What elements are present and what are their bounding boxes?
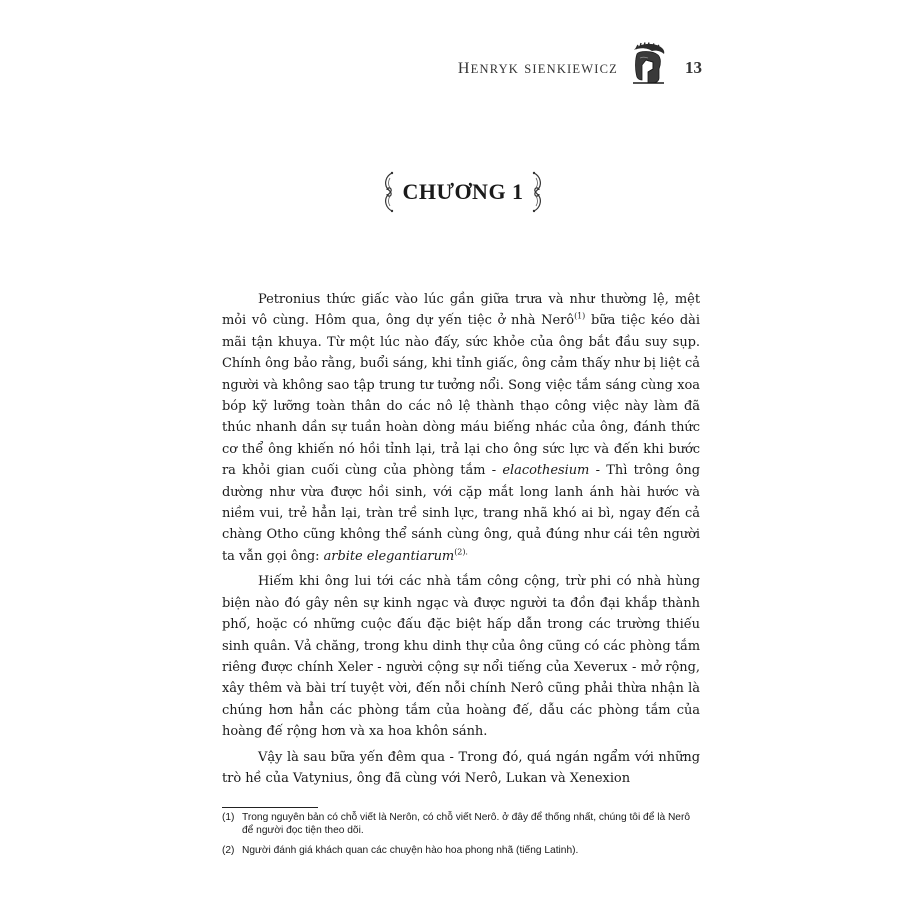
footnote-item — [222, 811, 700, 837]
running-header — [440, 56, 702, 88]
footnote-number: (2) — [222, 845, 235, 856]
author-name: HENRYK SIENKIEWICZ — [457, 60, 618, 77]
chapter-title: CHƯƠNG 1 — [402, 179, 524, 204]
spartan-helmet-icon — [628, 42, 668, 86]
ornament-left-icon — [380, 170, 396, 214]
footnote-number: (1) — [222, 812, 235, 823]
paragraph: Vậy là sau bữa yến đêm qua - Trong đó, quá ngán ngẩm với những trò hề của Vatynius, ông đã cùng với Nerô, Lukan và Xenexion — [222, 749, 700, 786]
chapter-body — [222, 289, 700, 793]
footnote-text: Trong nguyên bản có chỗ viết là Nerôn, có chỗ viết Nerô. ở đây để thống nhất, chúng tôi để là Nerô để người đọc tiện theo dõi. — [242, 812, 691, 836]
footnote-item — [222, 844, 700, 857]
footnote-divider — [222, 807, 318, 808]
footnotes — [222, 811, 700, 864]
footnote-ref[interactable]: (2). — [454, 547, 468, 557]
page-number: 13 — [685, 58, 702, 77]
paragraph: Petronius thức giấc vào lúc gần giữa trưa và như thường lệ, mệt mỏi vô cùng. Hôm qua, ông dự yến tiệc ở nhà Nerô$^{(1)}$ bữa tiệc kéo dài mãi tận khuya. Từ một lúc nào đấy, sức khỏe của ông bắt đầu suy sụp. Chính ông bảo rằng, buổi sáng, khi tỉnh giấc, ông cảm thấy như bị liệt cả người và không sao tập trung tư tưởng nổi. Song việc tắm sáng cùng xoa bóp kỹ lưỡng toàn thân do các nô lệ thành thạo công việc này làm đã thúc nhanh dần sự tuần hoàn dòng máu biếng nhác của ông, đánh thức cơ thể ông khiến nó hồi tỉnh lại, trả lại cho ông sức lực và đến khi bước ra khỏi gian cuối cùng của phòng tắm - elacothesium - Thì trông ông dường như vừa được hồi sinh, với cặp mắt long lanh ánh hài hước và niềm vui, trẻ hẳn lại, tràn trề sinh lực, trang nhã khó ai bì, ngay đến cả chàng Otho cũng không thể sánh cùng ông, quả đúng như cái tên người ta vẫn gọi ông: arbite elegantiarum$^{(2).}$ — [222, 292, 700, 564]
paragraph: Hiếm khi ông lui tới các nhà tắm công cộng, trừ phi có nhà hùng biện nào đó gây nên sự kinh ngạc và được người ta đồn đại khắp thành phố, hoặc có những cuộc đấu đặc biệt hấp dẫn trong các trường thiếu sinh quân. Vả chăng, trong khu dinh thự của ông cũng có các phòng tắm riêng được chính Xeler - người cộng sự nổi tiếng của Xeverux - mở rộng, xây thêm và bài trí tuyệt vời, đến nỗi chính Nerô cũng phải thừa nhận là chúng hơn hẳn các phòng tắm của hoàng đế, dẫu các phòng tắm của hoàng đế rộng hơn và xa hoa khôn sánh. — [222, 574, 700, 740]
chapter-heading — [380, 170, 546, 214]
ornament-right-icon — [530, 170, 546, 214]
footnote-text: Người đánh giá khách quan các chuyện hào hoa phong nhã (tiếng Latinh). — [242, 845, 579, 856]
footnote-ref[interactable]: (1) — [574, 312, 586, 322]
